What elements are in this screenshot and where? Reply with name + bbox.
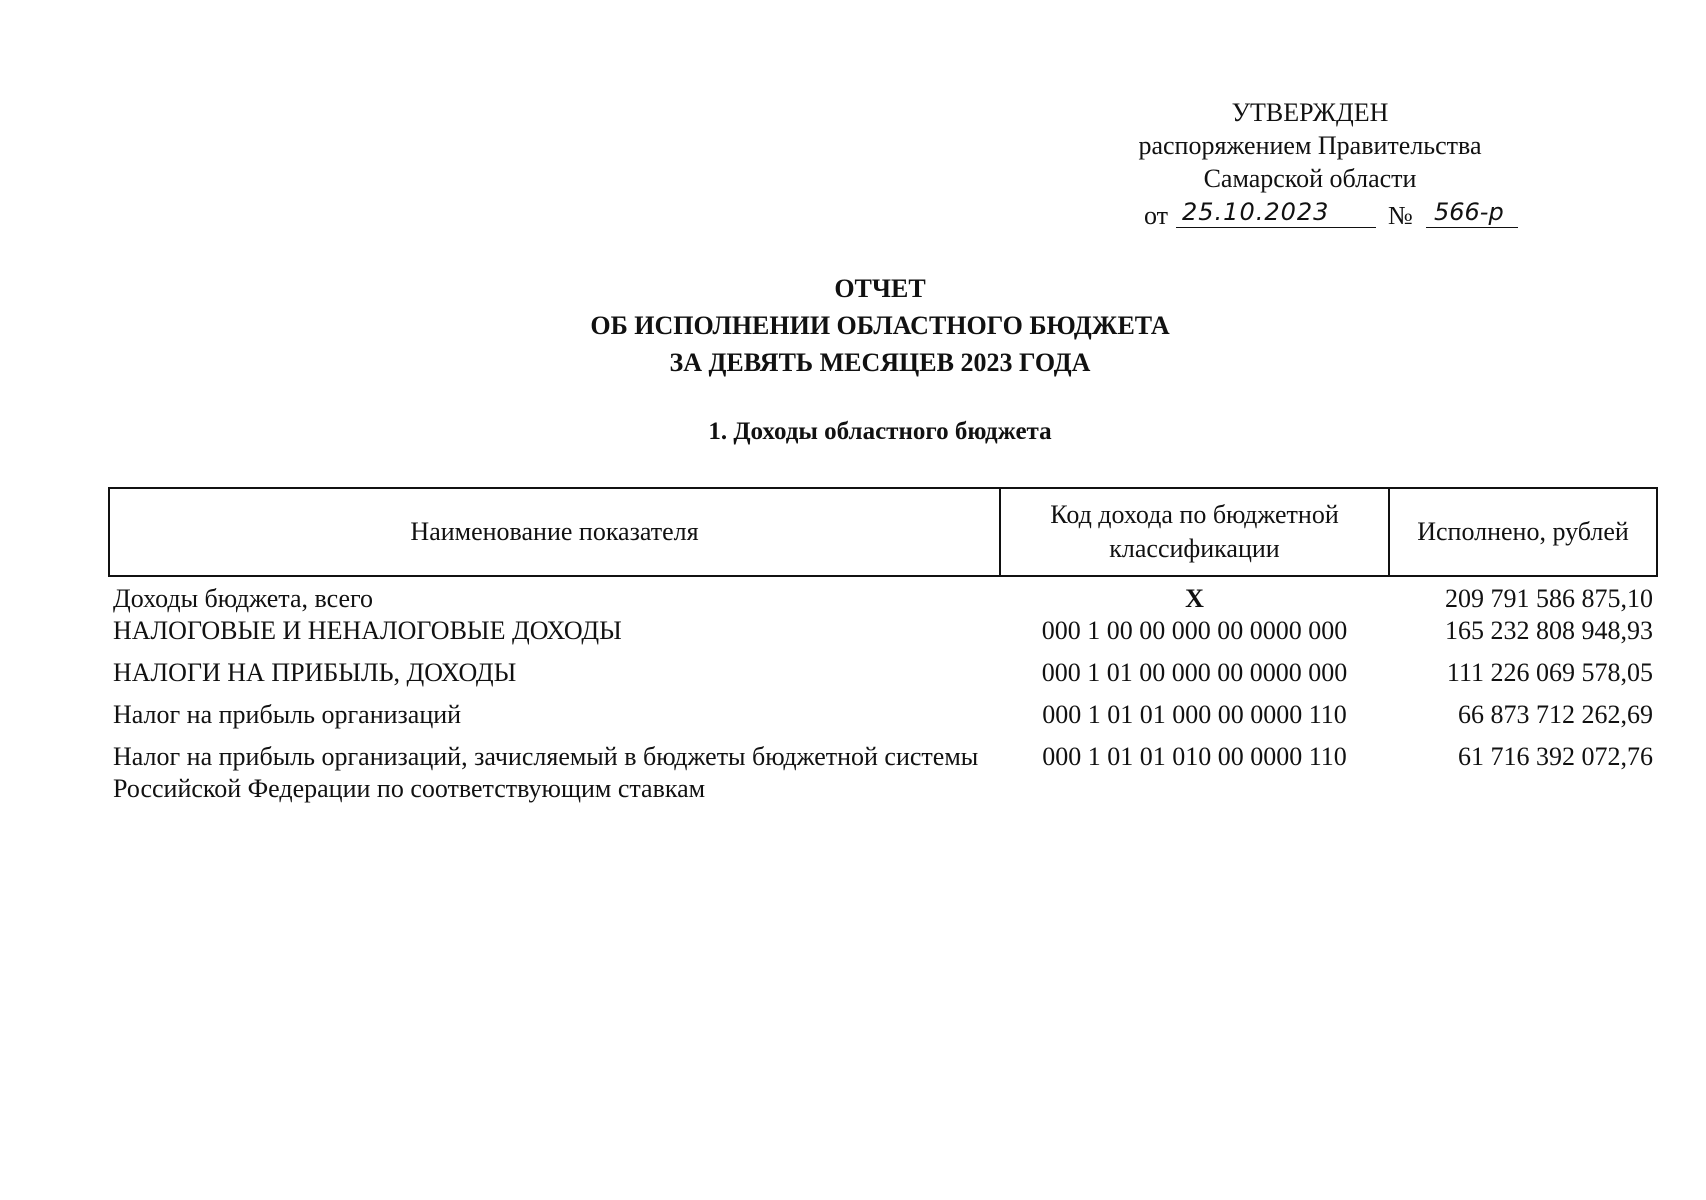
row-name: Налог на прибыль организаций <box>113 700 462 729</box>
row-amount: 165 232 808 948,93 <box>1445 616 1653 645</box>
row-code: 000 1 01 00 000 00 0000 000 <box>1041 658 1348 687</box>
approval-authority: распоряжением Правительства <box>1138 131 1482 160</box>
title-line-1: ОТЧЕТ <box>834 274 926 303</box>
report-title <box>0 270 1706 381</box>
approval-heading: УТВЕРЖДЕН <box>1231 98 1389 127</box>
title-line-3: ЗА ДЕВЯТЬ МЕСЯЦЕВ 2023 ГОДА <box>669 348 1091 377</box>
date-prefix: от <box>1144 201 1169 230</box>
row-name: НАЛОГИ НА ПРИБЫЛЬ, ДОХОДЫ <box>113 658 517 687</box>
row-code: 000 1 01 01 010 00 0000 110 <box>1042 742 1347 771</box>
row-code: X <box>1185 584 1204 613</box>
approval-date-line <box>1100 197 1520 233</box>
header-executed-amount: Исполнено, рублей <box>1389 488 1657 576</box>
row-name: НАЛОГОВЫЕ И НЕНАЛОГОВЫЕ ДОХОДЫ <box>113 616 622 645</box>
table-header-row <box>109 488 1657 576</box>
handwritten-number: 566-р <box>1426 197 1518 228</box>
row-name: Налог на прибыль организаций, зачисляемый в бюджеты бюджетной системы Российской Федерации по соответствующим ставкам <box>113 742 979 803</box>
row-amount: 111 226 069 578,05 <box>1446 658 1653 687</box>
row-code: 000 1 01 01 000 00 0000 110 <box>1042 700 1347 729</box>
approval-stamp <box>1100 96 1520 233</box>
row-amount: 61 716 392 072,76 <box>1458 742 1653 771</box>
header-income-code: Код дохода по бюджетной классификации <box>1000 488 1389 576</box>
row-code: 000 1 00 00 000 00 0000 000 <box>1041 616 1348 645</box>
row-amount: 66 873 712 262,69 <box>1458 700 1653 729</box>
row-amount: 209 791 586 875,10 <box>1445 584 1653 613</box>
number-sign: № <box>1388 201 1413 230</box>
section-title: 1. Доходы областного бюджета <box>708 418 1052 445</box>
table-row <box>109 657 1657 699</box>
table-row <box>109 699 1657 741</box>
table-row <box>109 615 1657 657</box>
header-indicator-name: Наименование показателя <box>109 488 1000 576</box>
row-name: Доходы бюджета, всего <box>113 584 374 613</box>
approval-region: Самарской области <box>1203 164 1417 193</box>
handwritten-date: 25.10.2023 <box>1176 197 1376 228</box>
table-row <box>109 741 1657 811</box>
title-line-2: ОБ ИСПОЛНЕНИИ ОБЛАСТНОГО БЮДЖЕТА <box>590 311 1170 340</box>
income-table <box>108 487 1658 811</box>
table-row <box>109 576 1657 615</box>
